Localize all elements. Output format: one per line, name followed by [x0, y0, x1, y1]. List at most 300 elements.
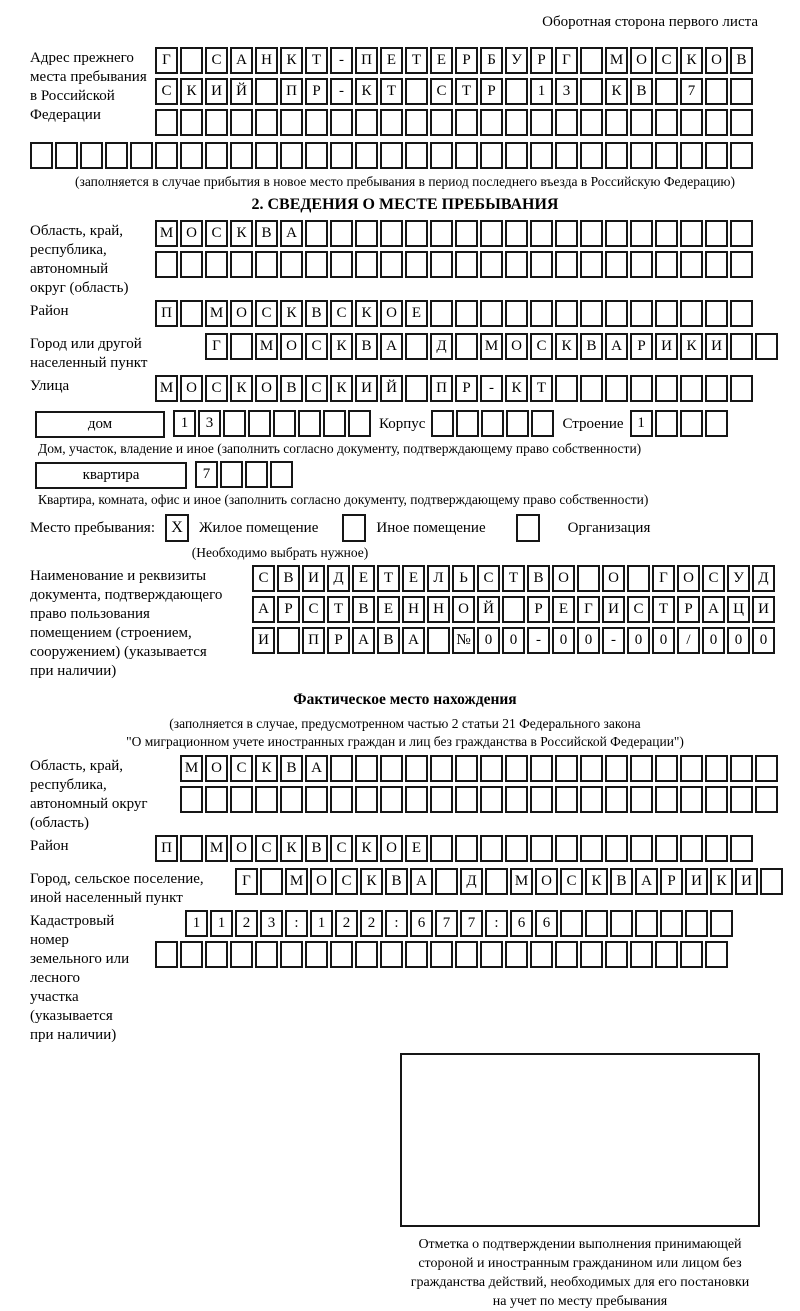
char-box[interactable]: С [230, 755, 253, 782]
char-box[interactable]: М [255, 333, 278, 360]
char-box[interactable]: К [360, 868, 383, 895]
char-box[interactable] [105, 142, 128, 169]
char-box[interactable] [405, 941, 428, 968]
char-box[interactable]: М [605, 47, 628, 74]
char-box[interactable]: Р [527, 596, 550, 623]
char-box[interactable]: Т [502, 565, 525, 592]
char-box[interactable] [705, 220, 728, 247]
char-box[interactable] [730, 220, 753, 247]
char-box[interactable] [605, 375, 628, 402]
house-type-box[interactable]: дом [35, 411, 165, 438]
char-box[interactable]: Е [352, 565, 375, 592]
char-box[interactable] [505, 941, 528, 968]
checkbox-residential[interactable]: X [165, 514, 189, 542]
char-box[interactable]: О [310, 868, 333, 895]
char-box[interactable] [660, 910, 683, 937]
char-box[interactable] [405, 78, 428, 105]
char-box[interactable]: Т [455, 78, 478, 105]
char-box[interactable]: П [355, 47, 378, 74]
char-box[interactable] [405, 375, 428, 402]
char-box[interactable]: К [355, 835, 378, 862]
char-box[interactable]: 0 [702, 627, 725, 654]
char-box[interactable] [730, 109, 753, 136]
char-box[interactable]: К [180, 78, 203, 105]
char-box[interactable] [530, 142, 553, 169]
char-box[interactable] [180, 786, 203, 813]
char-box[interactable] [205, 109, 228, 136]
char-box[interactable] [530, 755, 553, 782]
char-box[interactable] [580, 755, 603, 782]
char-box[interactable]: 6 [410, 910, 433, 937]
checkbox-organization[interactable] [516, 514, 540, 542]
char-box[interactable] [685, 910, 708, 937]
char-box[interactable] [580, 109, 603, 136]
char-box[interactable] [555, 220, 578, 247]
char-box[interactable] [480, 786, 503, 813]
char-box[interactable]: О [180, 220, 203, 247]
char-box[interactable]: 2 [360, 910, 383, 937]
char-box[interactable] [180, 47, 203, 74]
char-box[interactable] [405, 333, 428, 360]
char-box[interactable]: Р [660, 868, 683, 895]
char-box[interactable]: К [230, 375, 253, 402]
char-box[interactable] [655, 941, 678, 968]
char-box[interactable] [330, 142, 353, 169]
char-box[interactable] [230, 786, 253, 813]
char-box[interactable]: Д [460, 868, 483, 895]
char-box[interactable] [630, 375, 653, 402]
char-box[interactable]: : [385, 910, 408, 937]
char-box[interactable]: К [710, 868, 733, 895]
char-box[interactable] [730, 333, 753, 360]
char-box[interactable] [630, 251, 653, 278]
char-box[interactable] [205, 142, 228, 169]
char-box[interactable] [531, 410, 554, 437]
char-box[interactable] [730, 142, 753, 169]
char-box[interactable] [455, 251, 478, 278]
char-box[interactable]: С [430, 78, 453, 105]
char-box[interactable] [305, 220, 328, 247]
char-box[interactable] [405, 109, 428, 136]
char-box[interactable]: И [355, 375, 378, 402]
char-box[interactable] [555, 835, 578, 862]
char-box[interactable]: В [277, 565, 300, 592]
char-box[interactable]: В [352, 596, 375, 623]
char-box[interactable] [530, 109, 553, 136]
char-box[interactable]: С [627, 596, 650, 623]
char-box[interactable]: О [280, 333, 303, 360]
char-box[interactable]: С [302, 596, 325, 623]
char-box[interactable] [580, 220, 603, 247]
char-box[interactable]: № [452, 627, 475, 654]
char-box[interactable] [430, 786, 453, 813]
char-box[interactable] [480, 941, 503, 968]
char-box[interactable] [298, 410, 321, 437]
char-box[interactable] [655, 220, 678, 247]
char-box[interactable] [330, 251, 353, 278]
char-box[interactable]: Р [305, 78, 328, 105]
char-box[interactable] [760, 868, 783, 895]
char-box[interactable]: / [677, 627, 700, 654]
char-box[interactable]: : [485, 910, 508, 937]
char-box[interactable]: А [352, 627, 375, 654]
char-box[interactable] [205, 786, 228, 813]
char-box[interactable] [380, 941, 403, 968]
char-box[interactable]: Ь [452, 565, 475, 592]
char-box[interactable]: О [380, 835, 403, 862]
char-box[interactable] [330, 109, 353, 136]
char-box[interactable] [130, 142, 153, 169]
char-box[interactable]: 1 [210, 910, 233, 937]
char-box[interactable]: М [180, 755, 203, 782]
char-box[interactable] [530, 941, 553, 968]
char-box[interactable]: 3 [260, 910, 283, 937]
char-box[interactable] [270, 461, 293, 488]
char-box[interactable] [355, 220, 378, 247]
char-box[interactable] [580, 251, 603, 278]
char-box[interactable]: Т [377, 565, 400, 592]
char-box[interactable] [680, 410, 703, 437]
char-box[interactable]: О [452, 596, 475, 623]
char-box[interactable] [630, 786, 653, 813]
char-box[interactable]: У [505, 47, 528, 74]
char-box[interactable] [30, 142, 53, 169]
char-box[interactable] [580, 786, 603, 813]
char-box[interactable] [705, 941, 728, 968]
char-box[interactable] [430, 220, 453, 247]
char-box[interactable] [155, 251, 178, 278]
char-box[interactable] [480, 755, 503, 782]
char-box[interactable]: А [402, 627, 425, 654]
char-box[interactable] [655, 78, 678, 105]
char-box[interactable]: А [230, 47, 253, 74]
char-box[interactable] [635, 910, 658, 937]
char-box[interactable]: И [655, 333, 678, 360]
char-box[interactable]: М [205, 835, 228, 862]
char-box[interactable] [580, 941, 603, 968]
char-box[interactable] [605, 755, 628, 782]
char-box[interactable] [505, 755, 528, 782]
char-box[interactable] [455, 109, 478, 136]
char-box[interactable] [305, 142, 328, 169]
char-box[interactable]: О [380, 300, 403, 327]
char-box[interactable] [277, 627, 300, 654]
char-box[interactable] [430, 142, 453, 169]
char-box[interactable] [630, 109, 653, 136]
char-box[interactable] [655, 300, 678, 327]
char-box[interactable] [630, 300, 653, 327]
char-box[interactable] [280, 251, 303, 278]
char-box[interactable] [380, 220, 403, 247]
char-box[interactable] [205, 941, 228, 968]
char-box[interactable]: С [155, 78, 178, 105]
char-box[interactable] [505, 300, 528, 327]
char-box[interactable] [555, 941, 578, 968]
char-box[interactable] [205, 251, 228, 278]
char-box[interactable]: В [580, 333, 603, 360]
char-box[interactable]: В [377, 627, 400, 654]
char-box[interactable] [480, 835, 503, 862]
char-box[interactable] [230, 142, 253, 169]
char-box[interactable] [405, 142, 428, 169]
char-box[interactable]: С [205, 220, 228, 247]
char-box[interactable]: Р [630, 333, 653, 360]
char-box[interactable] [430, 251, 453, 278]
char-box[interactable] [405, 755, 428, 782]
char-box[interactable] [480, 109, 503, 136]
char-box[interactable] [455, 333, 478, 360]
char-box[interactable] [230, 333, 253, 360]
char-box[interactable] [355, 786, 378, 813]
char-box[interactable] [755, 333, 778, 360]
char-box[interactable] [485, 868, 508, 895]
char-box[interactable]: В [385, 868, 408, 895]
char-box[interactable] [280, 786, 303, 813]
char-box[interactable]: И [705, 333, 728, 360]
char-box[interactable] [530, 835, 553, 862]
char-box[interactable]: С [530, 333, 553, 360]
char-box[interactable]: Й [477, 596, 500, 623]
char-box[interactable]: 1 [185, 910, 208, 937]
char-box[interactable]: А [605, 333, 628, 360]
char-box[interactable]: В [255, 220, 278, 247]
char-box[interactable]: В [630, 78, 653, 105]
char-box[interactable] [680, 755, 703, 782]
char-box[interactable]: Е [380, 47, 403, 74]
char-box[interactable]: Т [327, 596, 350, 623]
char-box[interactable] [255, 142, 278, 169]
char-box[interactable] [530, 220, 553, 247]
char-box[interactable] [155, 941, 178, 968]
char-box[interactable] [730, 755, 753, 782]
char-box[interactable] [630, 220, 653, 247]
char-box[interactable]: У [727, 565, 750, 592]
char-box[interactable]: С [205, 375, 228, 402]
char-box[interactable]: 1 [530, 78, 553, 105]
char-box[interactable]: Н [255, 47, 278, 74]
char-box[interactable] [505, 835, 528, 862]
char-box[interactable]: К [280, 835, 303, 862]
char-box[interactable]: В [280, 755, 303, 782]
char-box[interactable] [580, 142, 603, 169]
char-box[interactable] [355, 251, 378, 278]
char-box[interactable]: К [255, 755, 278, 782]
char-box[interactable] [305, 251, 328, 278]
char-box[interactable]: Г [652, 565, 675, 592]
char-box[interactable]: О [230, 835, 253, 862]
char-box[interactable] [456, 410, 479, 437]
char-box[interactable] [530, 300, 553, 327]
char-box[interactable] [405, 220, 428, 247]
char-box[interactable] [555, 786, 578, 813]
char-box[interactable] [180, 941, 203, 968]
char-box[interactable]: И [602, 596, 625, 623]
char-box[interactable] [605, 109, 628, 136]
char-box[interactable] [680, 835, 703, 862]
apartment-type-box[interactable]: квартира [35, 462, 187, 489]
char-box[interactable]: И [752, 596, 775, 623]
char-box[interactable]: 3 [555, 78, 578, 105]
char-box[interactable] [705, 410, 728, 437]
char-box[interactable] [180, 142, 203, 169]
char-box[interactable] [630, 835, 653, 862]
char-box[interactable]: С [205, 47, 228, 74]
char-box[interactable]: Г [555, 47, 578, 74]
char-box[interactable]: Т [652, 596, 675, 623]
char-box[interactable] [705, 375, 728, 402]
char-box[interactable]: К [355, 300, 378, 327]
char-box[interactable]: Г [155, 47, 178, 74]
char-box[interactable]: С [252, 565, 275, 592]
char-box[interactable] [455, 142, 478, 169]
char-box[interactable]: И [205, 78, 228, 105]
char-box[interactable]: Д [430, 333, 453, 360]
char-box[interactable] [705, 251, 728, 278]
char-box[interactable] [705, 786, 728, 813]
char-box[interactable]: 0 [627, 627, 650, 654]
char-box[interactable] [680, 786, 703, 813]
char-box[interactable]: 3 [198, 410, 221, 437]
char-box[interactable] [630, 142, 653, 169]
char-box[interactable]: А [702, 596, 725, 623]
char-box[interactable]: - [527, 627, 550, 654]
char-box[interactable] [355, 142, 378, 169]
char-box[interactable]: О [180, 375, 203, 402]
char-box[interactable] [680, 300, 703, 327]
char-box[interactable] [255, 941, 278, 968]
char-box[interactable]: Н [427, 596, 450, 623]
char-box[interactable] [330, 941, 353, 968]
char-box[interactable]: О [205, 755, 228, 782]
char-box[interactable]: Р [455, 47, 478, 74]
char-box[interactable] [555, 755, 578, 782]
char-box[interactable]: О [705, 47, 728, 74]
char-box[interactable]: С [560, 868, 583, 895]
char-box[interactable] [155, 142, 178, 169]
char-box[interactable]: М [205, 300, 228, 327]
char-box[interactable] [730, 786, 753, 813]
char-box[interactable]: Е [430, 47, 453, 74]
char-box[interactable] [405, 786, 428, 813]
char-box[interactable] [220, 461, 243, 488]
char-box[interactable] [505, 786, 528, 813]
checkbox-other-premises[interactable] [342, 514, 366, 542]
char-box[interactable]: Д [752, 565, 775, 592]
char-box[interactable] [680, 142, 703, 169]
char-box[interactable]: И [302, 565, 325, 592]
char-box[interactable] [605, 786, 628, 813]
char-box[interactable] [705, 835, 728, 862]
char-box[interactable] [380, 142, 403, 169]
char-box[interactable]: Т [305, 47, 328, 74]
char-box[interactable]: - [330, 47, 353, 74]
char-box[interactable]: А [252, 596, 275, 623]
char-box[interactable] [255, 786, 278, 813]
char-box[interactable] [330, 755, 353, 782]
char-box[interactable] [580, 300, 603, 327]
char-box[interactable] [455, 786, 478, 813]
char-box[interactable] [610, 910, 633, 937]
char-box[interactable]: О [535, 868, 558, 895]
char-box[interactable] [280, 142, 303, 169]
char-box[interactable]: Б [480, 47, 503, 74]
char-box[interactable] [580, 835, 603, 862]
char-box[interactable]: - [480, 375, 503, 402]
char-box[interactable]: 0 [502, 627, 525, 654]
char-box[interactable] [655, 142, 678, 169]
char-box[interactable]: Р [677, 596, 700, 623]
char-box[interactable]: П [280, 78, 303, 105]
char-box[interactable] [405, 251, 428, 278]
char-box[interactable] [605, 142, 628, 169]
char-box[interactable] [305, 786, 328, 813]
char-box[interactable] [355, 755, 378, 782]
char-box[interactable]: 6 [535, 910, 558, 937]
char-box[interactable]: В [355, 333, 378, 360]
char-box[interactable]: Е [405, 835, 428, 862]
char-box[interactable] [355, 941, 378, 968]
char-box[interactable]: 0 [552, 627, 575, 654]
char-box[interactable]: П [302, 627, 325, 654]
char-box[interactable]: Г [205, 333, 228, 360]
char-box[interactable]: 7 [195, 461, 218, 488]
char-box[interactable]: 2 [335, 910, 358, 937]
char-box[interactable]: В [305, 300, 328, 327]
char-box[interactable] [480, 142, 503, 169]
char-box[interactable]: Г [577, 596, 600, 623]
char-box[interactable] [730, 300, 753, 327]
char-box[interactable]: И [685, 868, 708, 895]
char-box[interactable] [577, 565, 600, 592]
char-box[interactable]: К [280, 300, 303, 327]
char-box[interactable]: М [480, 333, 503, 360]
char-box[interactable]: К [330, 375, 353, 402]
char-box[interactable] [555, 109, 578, 136]
char-box[interactable] [380, 755, 403, 782]
char-box[interactable] [223, 410, 246, 437]
char-box[interactable] [506, 410, 529, 437]
char-box[interactable] [255, 251, 278, 278]
char-box[interactable] [680, 375, 703, 402]
char-box[interactable]: К [585, 868, 608, 895]
char-box[interactable] [755, 755, 778, 782]
char-box[interactable]: И [735, 868, 758, 895]
char-box[interactable]: О [677, 565, 700, 592]
char-box[interactable]: С [702, 565, 725, 592]
char-box[interactable]: О [505, 333, 528, 360]
char-box[interactable] [380, 786, 403, 813]
char-box[interactable] [630, 941, 653, 968]
char-box[interactable] [580, 47, 603, 74]
char-box[interactable]: С [255, 835, 278, 862]
char-box[interactable] [273, 410, 296, 437]
char-box[interactable] [230, 109, 253, 136]
char-box[interactable] [627, 565, 650, 592]
char-box[interactable] [430, 755, 453, 782]
char-box[interactable]: М [155, 375, 178, 402]
char-box[interactable]: В [527, 565, 550, 592]
char-box[interactable] [248, 410, 271, 437]
char-box[interactable] [705, 755, 728, 782]
char-box[interactable]: С [655, 47, 678, 74]
char-box[interactable] [455, 755, 478, 782]
char-box[interactable] [380, 251, 403, 278]
char-box[interactable] [730, 78, 753, 105]
char-box[interactable] [555, 300, 578, 327]
char-box[interactable]: Е [402, 565, 425, 592]
char-box[interactable]: К [680, 333, 703, 360]
char-box[interactable] [655, 375, 678, 402]
